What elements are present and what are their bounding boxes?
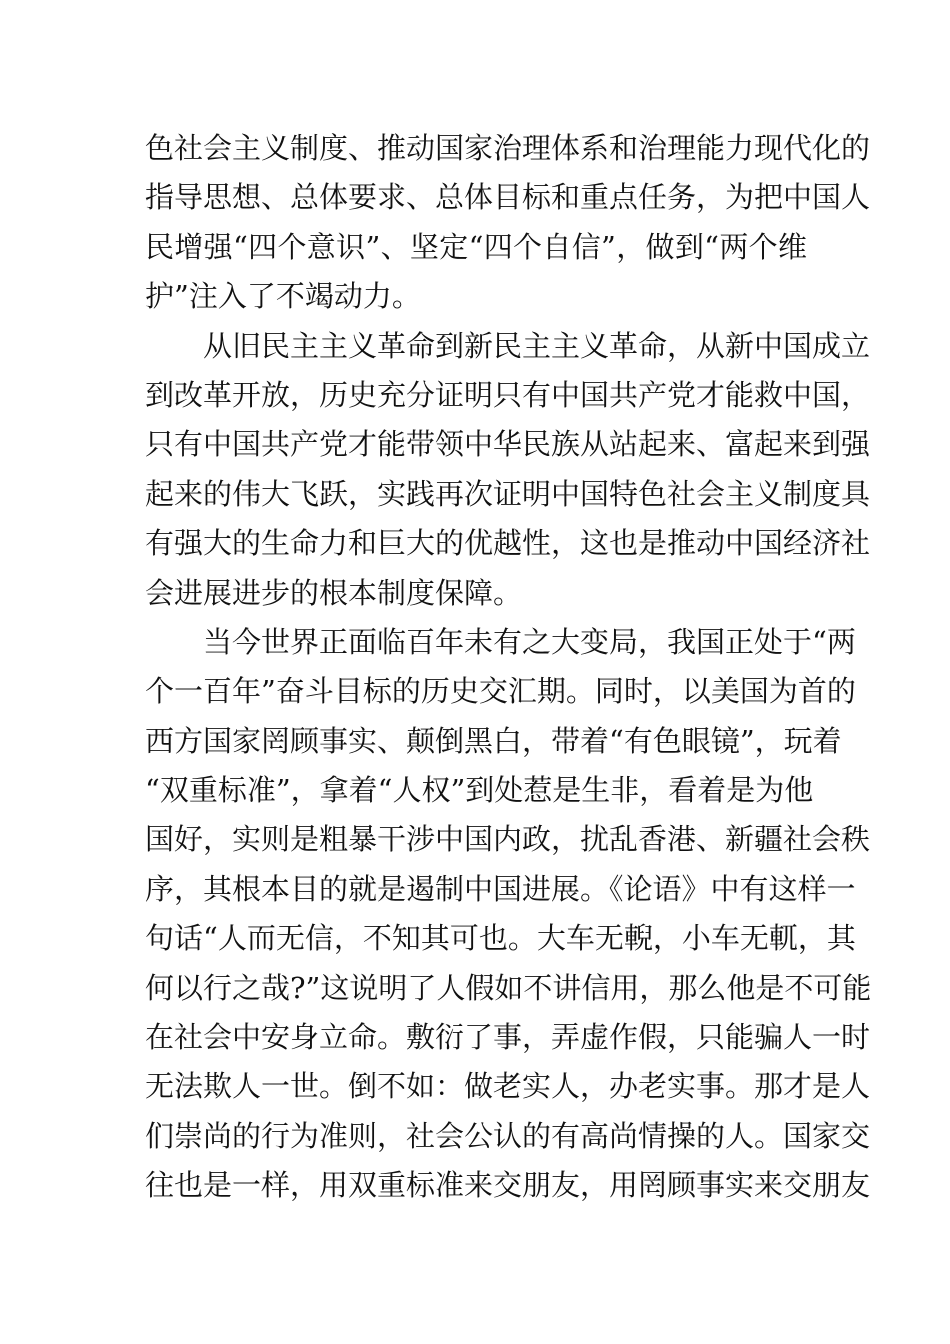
text-line: 起来的伟大飞跃，实践再次证明中国特色社会主义制度具 bbox=[145, 476, 871, 511]
text-line: 有强大的生命力和巨大的优越性，这也是推动中国经济社 bbox=[145, 526, 871, 561]
text-line: 句话“人而无信，不知其可也。大车无輗，小车无軏，其 bbox=[145, 921, 856, 956]
text-line: 往也是一样，用双重标准来交朋友，用罔顾事实来交朋友 bbox=[145, 1168, 871, 1203]
paragraph-2 bbox=[145, 322, 871, 618]
document-body bbox=[145, 124, 872, 1211]
text-line: 们崇尚的行为准则，社会公认的有高尚情操的人。国家交 bbox=[145, 1118, 871, 1153]
text-line: 在社会中安身立命。敷衍了事，弄虚作假，只能骗人一时 bbox=[145, 1020, 871, 1055]
text-line: 民增强“四个意识”、坚定“四个自信”，做到“两个维 bbox=[145, 229, 807, 264]
text-line: 色社会主义制度、推动国家治理体系和治理能力现代化的 bbox=[145, 131, 871, 165]
text-line: 国好，实则是粗暴干涉中国内政，扰乱香港、新疆社会秩 bbox=[145, 822, 871, 857]
text-line: 从旧民主主义革命到新民主主义革命，从新中国成立 bbox=[203, 328, 871, 363]
text-line: 会进展进步的根本制度保障。 bbox=[145, 575, 523, 610]
text-line: 何以行之哉?”这说明了人假如不讲信用，那么他是不可能 bbox=[145, 970, 872, 1005]
text-line: 序，其根本目的就是遏制中国进展。《论语》中有这样一 bbox=[145, 871, 856, 906]
paragraph-1 bbox=[145, 124, 871, 322]
text-line: “双重标准”，拿着“人权”到处惹是生非，看着是为他 bbox=[145, 773, 814, 808]
text-line: 个一百年”奋斗目标的历史交汇期。同时，以美国为首的 bbox=[145, 674, 856, 709]
text-line: 只有中国共产党才能带领中华民族从站起来、富起来到强 bbox=[145, 427, 871, 462]
paragraph-3 bbox=[145, 618, 872, 1211]
text-line: 当今世界正面临百年未有之大变局，我国正处于“两 bbox=[203, 624, 856, 659]
text-line: 护”注入了不竭动力。 bbox=[145, 279, 421, 314]
text-line: 西方国家罔顾事实、颠倒黑白，带着“有色眼镜”，玩着 bbox=[145, 723, 842, 758]
text-line: 到改革开放，历史充分证明只有中国共产党才能救中国， bbox=[145, 377, 871, 412]
text-line: 无法欺人一世。倒不如：做老实人，办老实事。那才是人 bbox=[145, 1069, 871, 1104]
text-line: 指导思想、总体要求、总体目标和重点任务，为把中国人 bbox=[145, 180, 871, 215]
